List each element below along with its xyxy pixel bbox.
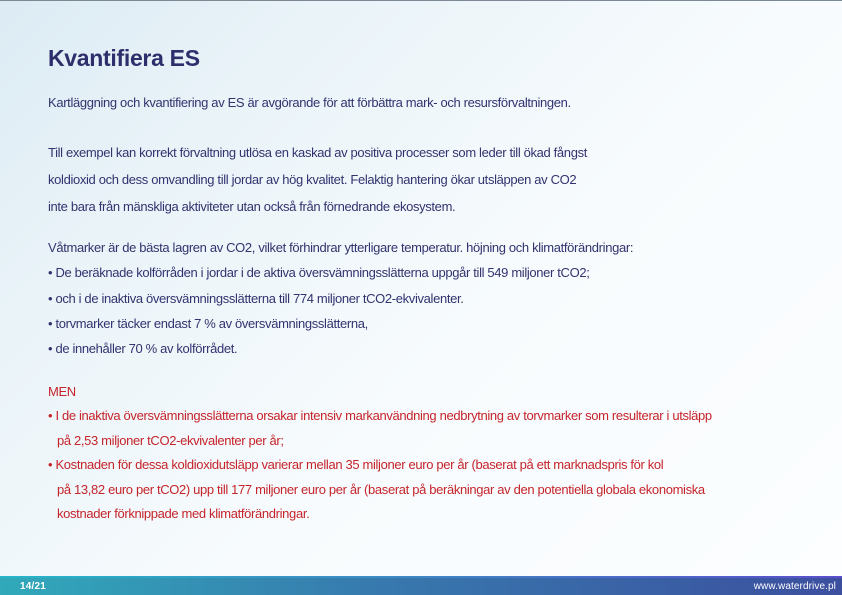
website-link[interactable]: www.waterdrive.pl [753, 581, 836, 592]
page-title: Kvantifiera ES [48, 45, 200, 71]
men-section [48, 404, 712, 527]
footer-bar [0, 578, 842, 595]
men-heading: MEN [48, 384, 76, 399]
bullet-line: • torvmarker täcker endast 7 % av översvämningsslätterna, [48, 315, 368, 331]
wetlands-heading: Våtmarker är de bästa lagren av CO2, vilket förhindrar ytterligare temperatur. höjning och klimatförändringar: [48, 240, 634, 255]
bullet-continuation-line: på 13,82 euro per tCO2) upp till 177 miljoner euro per år (baserat på beräkningar av den potentiella globala ekonomiska [57, 481, 705, 497]
bullet-line: • de innehåller 70 % av kolförrådet. [48, 341, 238, 357]
text-line: Kartläggning och kvantifiering av ES är avgörande för att förbättra mark- och resursförvaltningen. [48, 95, 571, 110]
bullet-line: • De beräknade kolförråden i jordar i de aktiva översvämningsslätterna uppgår till 549 miljoner tCO2; [48, 265, 590, 281]
bullet-continuation-line: på 2,53 miljoner tCO2-ekvivalenter per år; [57, 432, 284, 448]
bullet-line: • I de inaktiva översvämningsslätterna orsakar intensiv markanvändning nedbrytning av torvmarker som resulterar i utsläpp [48, 408, 712, 423]
wetlands-section [48, 235, 633, 361]
text-line: koldioxid och dess omvandling till jordar av hög kvalitet. Felaktig hantering ökar utsläppen av CO2 [48, 172, 577, 187]
bullet-continuation-line: kostnader förknippade med klimatförändringar. [57, 506, 310, 522]
bullet-line: • och i de inaktiva översvämningsslätterna till 774 miljoner tCO2-ekvivalenter. [48, 290, 464, 306]
page-number: 14/21 [20, 581, 47, 592]
carbon-paragraph [48, 139, 587, 220]
text-line: inte bara från mänskliga aktiviteter utan också från förnedrande ekosystem. [48, 199, 456, 214]
text-line: Till exempel kan korrekt förvaltning utlösa en kaskad av positiva processer som leder till ökad fångst [48, 145, 587, 160]
intro-paragraph [48, 89, 571, 116]
bullet-line: • Kostnaden för dessa koldioxidutsläpp varierar mellan 35 miljoner euro per år (baserat på ett marknadspris för kol [48, 457, 664, 473]
